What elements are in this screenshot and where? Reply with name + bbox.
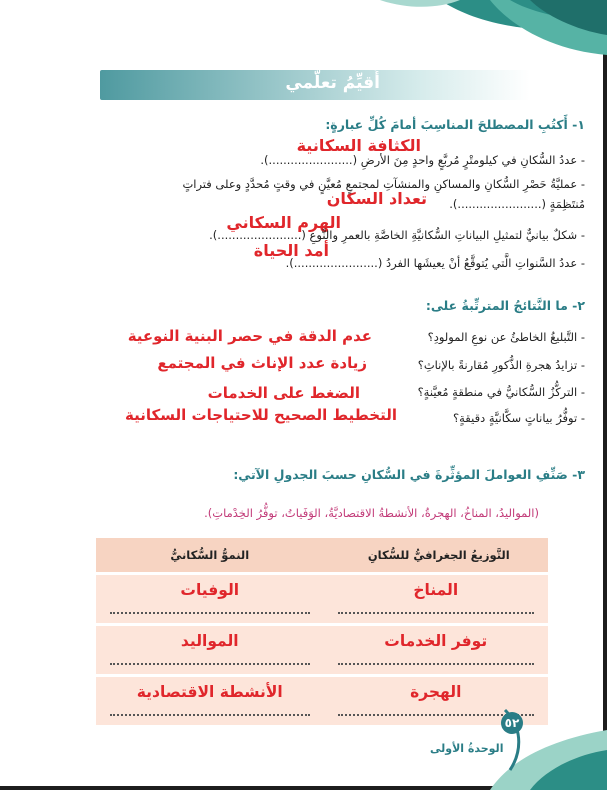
- table-cell: [324, 572, 552, 623]
- q3-word-bank: (المواليدُ، المناخُ، الهجرةُ، الأنشطةُ الاقتصاديَّةُ، الوَفَياتُ، توفُّرُ الخِدْماتِ).: [204, 506, 539, 520]
- section-title-bar: [100, 70, 530, 100]
- q1-answer-4: أمد الحياة: [253, 241, 329, 260]
- cell-answer: المواليد: [180, 632, 239, 650]
- q1-answer-2: تعداد السكان: [326, 189, 427, 208]
- q1-heading: ١- أَكتُبِ المصطلحَ المناسِبَ أمامَ كُلِّ عبارةٍ:: [325, 117, 585, 132]
- q2-answer-1: عدم الدقة في حصر البنية النوعية: [127, 327, 372, 345]
- table-cell: [96, 674, 324, 725]
- cell-answer: الهجرة: [410, 683, 462, 701]
- q1-item-2-cont: مُنتَظِمَةٍ (.......................).: [449, 197, 585, 211]
- q2-item-3: - التركُّزُ السُّكانيُّ في منطقةٍ مُعيَّنةٍ؟: [417, 385, 585, 399]
- dotted-line: [338, 663, 535, 665]
- cell-answer: توفر الخدمات: [384, 632, 488, 650]
- q1-item-4: - عددُ السَّنواتِ الَّتي يُتوقَّعُ أنْ يعيشَها الفردُ (.......................).: [285, 256, 585, 270]
- q1-answer-1: الكثافة السكانية: [296, 136, 421, 155]
- table-cell: [96, 572, 324, 623]
- dotted-line: [110, 612, 310, 614]
- page-number-badge: ٥٢: [501, 712, 523, 734]
- q2-answer-3: الضغط على الخدمات: [207, 384, 360, 402]
- q2-item-2: - تزايدُ هجرةِ الذُّكورِ مُقارنةً بالإناثِ؟: [417, 358, 585, 372]
- q2-answer-4: التخطيط الصحيح للاحتياجات السكانية: [125, 406, 397, 424]
- dotted-line: [110, 663, 310, 665]
- classification-table: [96, 538, 551, 725]
- decorative-leaves-top: [380, 0, 607, 70]
- section-title: أُقيِّمُ تعلُّمي: [285, 73, 380, 93]
- unit-label: الوحدةُ الأولى: [430, 742, 504, 755]
- dotted-line: [110, 714, 310, 716]
- table-header-growth: النموُّ السُّكانيُّ: [96, 538, 324, 572]
- q1-item-2: - عمليَّةُ حَصْرِ السُّكانِ والمساكنِ والمنشآتِ لمجتمعٍ مُعيَّنٍ في وقتٍ مُحدَّدٍ وعلى فتراتٍ: [182, 177, 585, 191]
- q1-answer-3: الهرم السكاني: [226, 213, 341, 232]
- q2-answer-2: زيادة عدد الإناث في المجتمع: [157, 354, 367, 372]
- q3-heading: ٣- صَنِّفِ العواملَ المؤثِّرةَ في السُّكانِ حسبَ الجدولِ الآتي:: [233, 467, 585, 482]
- q1-item-3: - شكلٌ بيانيٌّ لتمثيلِ البياناتِ السُّكانيَّةِ الخاصَّةِ بالعمرِ والنَّوعِ (.......................).: [209, 228, 585, 242]
- dotted-line: [338, 612, 535, 614]
- table-cell: [324, 623, 552, 674]
- cell-answer: الوفيات: [180, 581, 240, 599]
- q2-item-4: - توفُّرُ بياناتٍ سكَّانيَّةٍ دقيقةٍ؟: [453, 411, 585, 425]
- q1-item-1: - عددُ السُّكانِ في كيلومتْرٍ مُربَّعٍ واحدٍ مِنَ الأرضِ (.......................).: [260, 153, 585, 167]
- cell-answer: المناخ: [413, 581, 459, 599]
- q2-item-1: - التَّبليغُ الخاطئُ عن نوعِ المولودِ؟: [427, 330, 585, 344]
- table-cell: [96, 623, 324, 674]
- table-header-distribution: التَّوزيعُ الجغرافيُّ للسُّكانِ: [324, 538, 552, 572]
- cell-answer: الأنشطة الاقتصادية: [136, 683, 283, 701]
- q2-heading: ٢- ما النَّتائجُ المترتِّبةُ على:: [425, 298, 585, 313]
